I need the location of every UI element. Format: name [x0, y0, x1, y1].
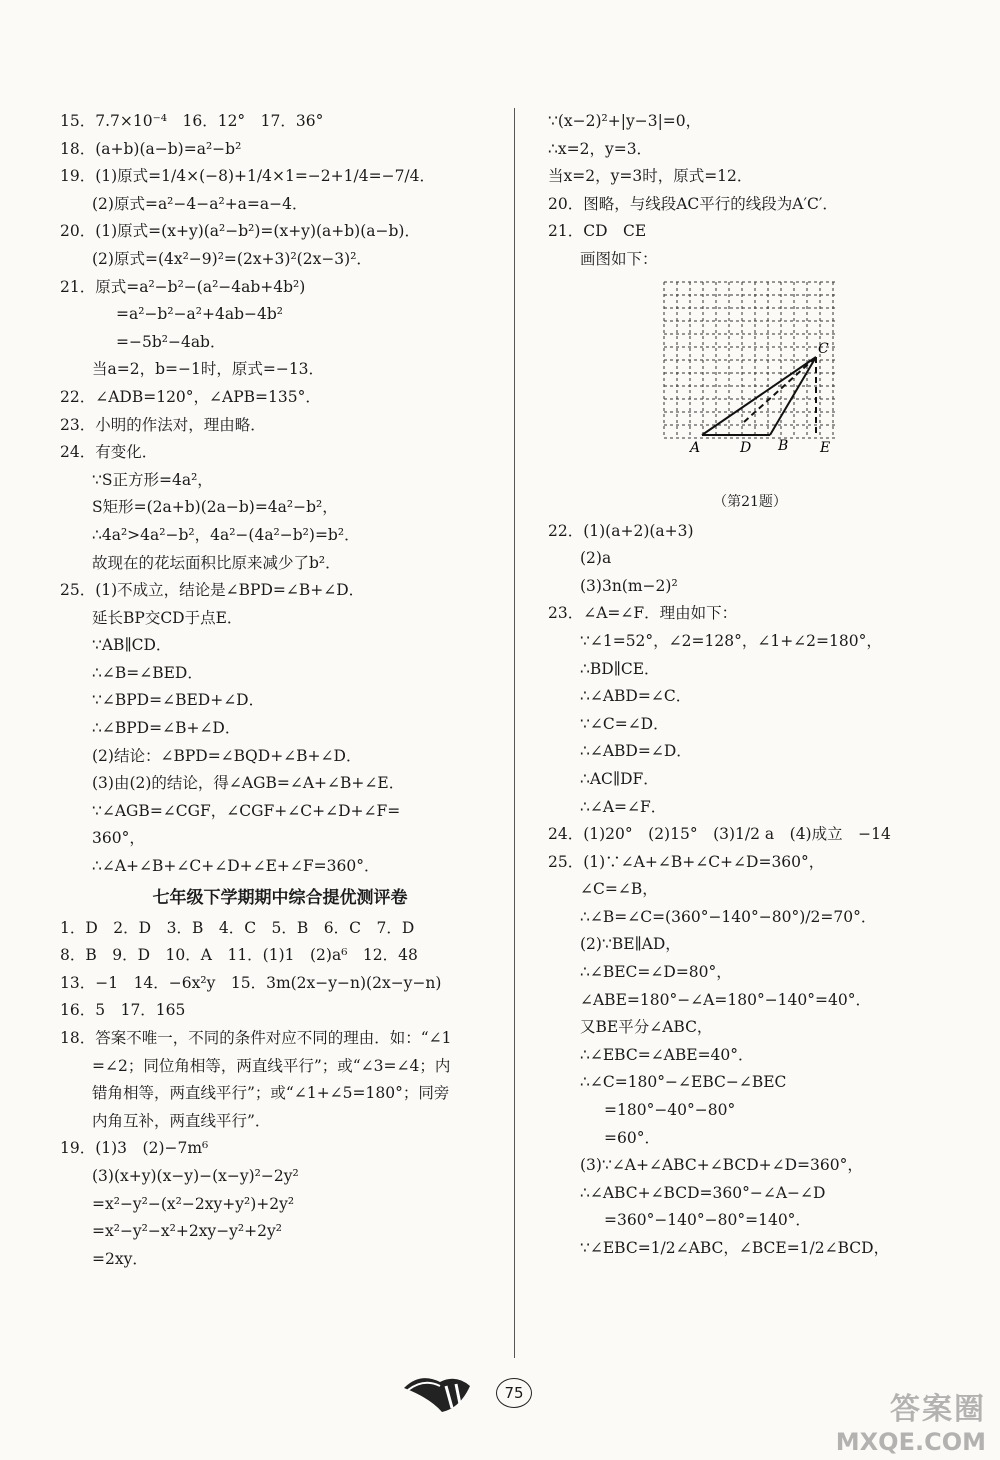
answer-line: 延长BP交CD于点E．: [92, 608, 243, 627]
answer-line: ∠ABE=180°−∠A=180°−140°=40°．: [580, 990, 871, 1009]
answer-line: 七年级下学期期中综合提优测评卷: [152, 887, 408, 908]
answer-line: 内角互补，两直线平行”．: [92, 1111, 271, 1130]
answer-line: ∵∠1=52°，∠2=128°，∠1+∠2=180°，: [580, 631, 882, 650]
watermark: [836, 1384, 986, 1456]
fish-logo-icon: [400, 1368, 490, 1418]
answer-line: ∴∠B=∠BED．: [92, 663, 203, 682]
answer-line: 22．(1)(a+2)(a+3): [548, 521, 694, 540]
answer-line: 18．答案不唯一，不同的条件对应不同的理由．如：“∠1: [60, 1029, 452, 1047]
page-number: 75: [496, 1378, 532, 1408]
answer-line: 13．−1 14．−6x²y 15．3m(2x−y−n)(2x−y−n): [60, 973, 442, 992]
answer-line: 23．小明的作法对，理由略．: [60, 415, 266, 434]
answer-line: ∵(x−2)²+|y−3|=0，: [548, 112, 702, 130]
answer-line: (3)(x+y)(x−y)−(x−y)²−2y²: [92, 1166, 299, 1185]
answer-line: (2)∵BE∥AD，: [580, 935, 681, 954]
answer-line: ∴∠ABC+∠BCD=360°−∠A−∠D: [580, 1183, 826, 1202]
answer-line: 360°，: [92, 829, 145, 848]
answer-line: (2)a: [580, 549, 612, 568]
answer-line: ∵S正方形=4a²，: [92, 470, 213, 489]
label-A: A: [690, 439, 701, 456]
answer-line: =∠2；同位角相等，两直线平行”；或“∠3=∠4；内: [92, 1056, 451, 1075]
answer-line: 故现在的花坛面积比原来减少了b²．: [92, 553, 341, 572]
answer-line: =2xy．: [92, 1249, 148, 1268]
answer-line: ∵∠EBC=1/2∠ABC，∠BCE=1/2∠BCD，: [580, 1239, 890, 1257]
segment-AC: [702, 357, 816, 435]
answer-line: ∴4a²>4a²−b²，4a²−(4a²−b²)=b²．: [92, 525, 360, 544]
answer-line: =x²−y²−x²+2xy−y²+2y²: [92, 1222, 282, 1241]
answer-line: ∴∠EBC=∠ABE=40°．: [580, 1045, 754, 1064]
label-B: B: [778, 437, 789, 454]
right-top-block: [548, 108, 948, 274]
answer-line: 当x=2，y=3时，原式=12．: [548, 167, 753, 186]
answer-line: 画图如下：: [580, 249, 658, 268]
answer-line: S矩形=(2a+b)(2a−b)=4a²−b²，: [92, 498, 338, 517]
answer-line: 8．B 9．D 10．A 11．(1)1 (2)a⁶ 12．48: [60, 946, 418, 965]
answer-line: ∴∠A=∠F．: [580, 797, 667, 816]
answer-line: 21．原式=a²−b²−(a²−4ab+4b²): [60, 277, 306, 296]
answer-line: 25．(1)不成立，结论是∠BPD=∠B+∠D．: [60, 581, 365, 600]
answer-line: 19．(1)原式=1/4×(−8)+1/4×1=−2+1/4=−7/4．: [60, 167, 436, 186]
answer-line: (3)3n(m−2)²: [580, 576, 678, 595]
answer-line: ∵∠C=∠D．: [580, 714, 669, 733]
answer-line: ∴∠ABD=∠D．: [580, 742, 692, 761]
answer-line: 错角相等，两直线平行”；或“∠1+∠5=180°；同旁: [92, 1084, 450, 1103]
watermark-cn: 答案圈: [890, 1392, 986, 1427]
answer-line: ∠C=∠B，: [580, 880, 658, 899]
answer-line: 19．(1)3 (2)−7m⁶: [60, 1139, 209, 1158]
answer-line: 当a=2，b=−1时，原式=−13．: [92, 360, 325, 379]
answer-line: =360°−140°−80°=140°．: [604, 1211, 811, 1230]
figure-21: [660, 278, 840, 514]
label-E: E: [820, 439, 831, 456]
answer-line: ∴∠A+∠B+∠C+∠D+∠E+∠F=360°．: [92, 857, 380, 876]
page-footer: [400, 1368, 550, 1428]
right-column: [548, 108, 948, 1263]
answer-line: 25．(1)∵∠A+∠B+∠C+∠D=360°，: [548, 852, 825, 871]
answer-line: ∴∠ABD=∠C．: [580, 687, 692, 706]
answer-line: 21．CD CE: [548, 222, 647, 241]
label-D: D: [740, 439, 752, 456]
answer-line: 又BE平分∠ABC，: [580, 1018, 713, 1037]
answer-line: =−5b²−4ab．: [116, 332, 226, 351]
answer-line: 1．D 2．D 3．B 4．C 5．B 6．C 7．D: [60, 918, 415, 937]
answer-line: 16．5 17．165: [60, 1001, 186, 1020]
watermark-en: MXQE.COM: [835, 1428, 986, 1456]
answer-line: 23．∠A=∠F．理由如下：: [548, 604, 738, 623]
answer-line: ∵AB∥CD．: [92, 636, 172, 655]
right-bottom-block: [548, 518, 948, 1263]
answer-line: 20．图略，与线段AC平行的线段为A′C′．: [548, 194, 838, 213]
answer-line: ∴BD∥CE．: [580, 659, 660, 678]
answer-line: 18．(a+b)(a−b)=a²−b²: [60, 139, 242, 158]
answer-line: ∴∠BPD=∠B+∠D．: [92, 719, 241, 738]
answer-line: ∵∠AGB=∠CGF，∠CGF+∠C+∠D+∠F=: [92, 801, 401, 820]
answer-line: (2)原式=a²−4−a²+a=a−4．: [92, 194, 308, 213]
answer-line: 20．(1)原式=(x+y)(a²−b²)=(x+y)(a+b)(a−b)．: [60, 222, 420, 241]
segment-BC: [770, 357, 816, 435]
answer-line: =180°−40°−80°: [604, 1101, 736, 1120]
figure-caption: （第21题）: [713, 493, 787, 510]
answer-line: (2)原式=(4x²−9)²=(2x+3)²(2x−3)²．: [92, 249, 372, 268]
answer-line: 22．∠ADB=120°，∠APB=135°．: [60, 387, 321, 406]
answer-line: 15．7.7×10⁻⁴ 16．12° 17．36°: [60, 112, 324, 130]
answer-line: 24．有变化．: [60, 443, 158, 462]
answer-line: 24．(1)20° (2)15° (3)1/2 a (4)成立 −14: [548, 825, 891, 844]
answer-line: ∴x=2，y=3．: [548, 139, 653, 158]
answer-line: =a²−b²−a²+4ab−4b²: [116, 305, 284, 324]
grid-triangle-figure: [660, 278, 840, 490]
answer-line: (3)由(2)的结论，得∠AGB=∠A+∠B+∠E．: [92, 774, 405, 793]
left-column: [60, 108, 500, 1273]
answer-line: ∴∠C=180°−∠EBC−∠BEC: [580, 1073, 787, 1092]
label-C: C: [818, 340, 829, 357]
answer-line: ∴AC∥DF．: [580, 769, 659, 788]
answer-line: (2)结论：∠BPD=∠BQD+∠B+∠D．: [92, 746, 362, 765]
answer-line: ∴∠B=∠C=(360°−140°−80°)/2=70°．: [580, 907, 877, 926]
answer-line: ∴∠BEC=∠D=80°，: [580, 963, 732, 982]
column-divider: [514, 108, 515, 1358]
answer-line: =x²−y²−(x²−2xy+y²)+2y²: [92, 1194, 295, 1213]
answer-line: (3)∵∠A+∠ABC+∠BCD+∠D=360°，: [580, 1156, 863, 1175]
answer-line: =60°．: [604, 1128, 660, 1147]
answer-line: ∵∠BPD=∠BED+∠D．: [92, 691, 265, 710]
